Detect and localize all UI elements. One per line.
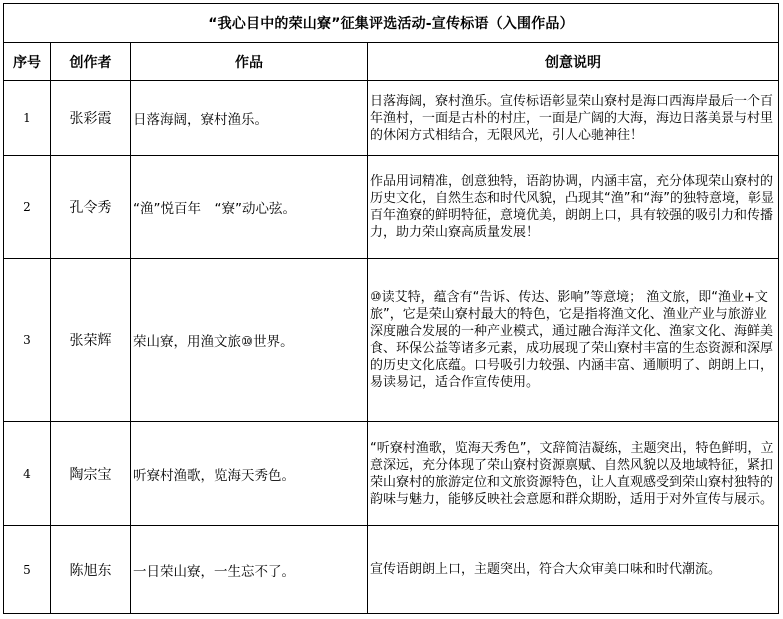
row-work: “渔”悦百年 “寮”动心弦。: [131, 156, 368, 259]
entries-table: [3, 3, 779, 614]
row-description: 宣传语朗朗上口，主题突出，符合大众审美口味和时代潮流。: [368, 526, 779, 614]
row-work: 一日荣山寮，一生忘不了。: [131, 526, 368, 614]
header-row: [4, 43, 779, 81]
table-title: “我心目中的荣山寮”征集评选活动-宣传标语（入围作品）: [4, 4, 779, 43]
row-number: 3: [4, 259, 51, 422]
header-description: 创意说明: [368, 43, 779, 81]
table-row: [4, 526, 779, 614]
title-row: [4, 4, 779, 43]
row-author: 陶宗宝: [51, 422, 131, 526]
row-description: 作品用词精准，创意独特，语韵协调，内涵丰富，充分体现荣山寮村的历史文化，自然生态和时代风貌，凸现其“渔”和“海”的独特意境，彰显百年渔寮的鲜明特征，意境优美，朗朗上口，具有较强的吸引力和传播力，助力荣山寮高质量发展！: [368, 156, 779, 259]
row-number: 5: [4, 526, 51, 614]
table-row: [4, 259, 779, 422]
row-work: 日落海阔，寮村渔乐。: [131, 81, 368, 156]
row-description: ⑩读艾特，蕴含有“告诉、传达、影响”等意境； 渔文旅，即“渔业+文旅”，它是荣山寮村最大的特色，它是指将渔文化、渔业产业与旅游业深度融合发展的一种产业模式，通过融合海洋文化、渔家文化、海鲜美食、环保公益等诸多元素，成功展现了荣山寮村丰富的生态资源和深厚的历史文化底蕴。口号吸引力较强、内涵丰富、通顺明了、朗朗上口，易读易记，适合作宣传使用。: [368, 259, 779, 422]
header-number: 序号: [4, 43, 51, 81]
table-row: [4, 81, 779, 156]
row-author: 孔令秀: [51, 156, 131, 259]
header-work: 作品: [131, 43, 368, 81]
row-author: 陈旭东: [51, 526, 131, 614]
row-description: 日落海阔，寮村渔乐。宣传标语彰显荣山寮村是海口西海岸最后一个百年渔村，一面是古朴的村庄，一面是广阔的大海，海边日落美景与村里的休闲方式相结合，无限风光，引人心驰神往！: [368, 81, 779, 156]
row-author: 张彩霞: [51, 81, 131, 156]
row-number: 2: [4, 156, 51, 259]
row-description: “听寮村渔歌，览海天秀色”，文辞简洁凝练，主题突出，特色鲜明，立意深远，充分体现了荣山寮村资源禀赋、自然风貌以及地域特征，紧扣荣山寮村的旅游定位和文旅资源特色，让人直观感受到荣山寮村独特的韵味与魅力，能够反映社会意愿和群众期盼，适用于对外宣传与展示。: [368, 422, 779, 526]
row-work: 荣山寮，用渔文旅⑩世界。: [131, 259, 368, 422]
row-work: 听寮村渔歌，览海天秀色。: [131, 422, 368, 526]
table-row: [4, 422, 779, 526]
row-number: 4: [4, 422, 51, 526]
row-author: 张荣辉: [51, 259, 131, 422]
header-author: 创作者: [51, 43, 131, 81]
row-number: 1: [4, 81, 51, 156]
table-row: [4, 156, 779, 259]
